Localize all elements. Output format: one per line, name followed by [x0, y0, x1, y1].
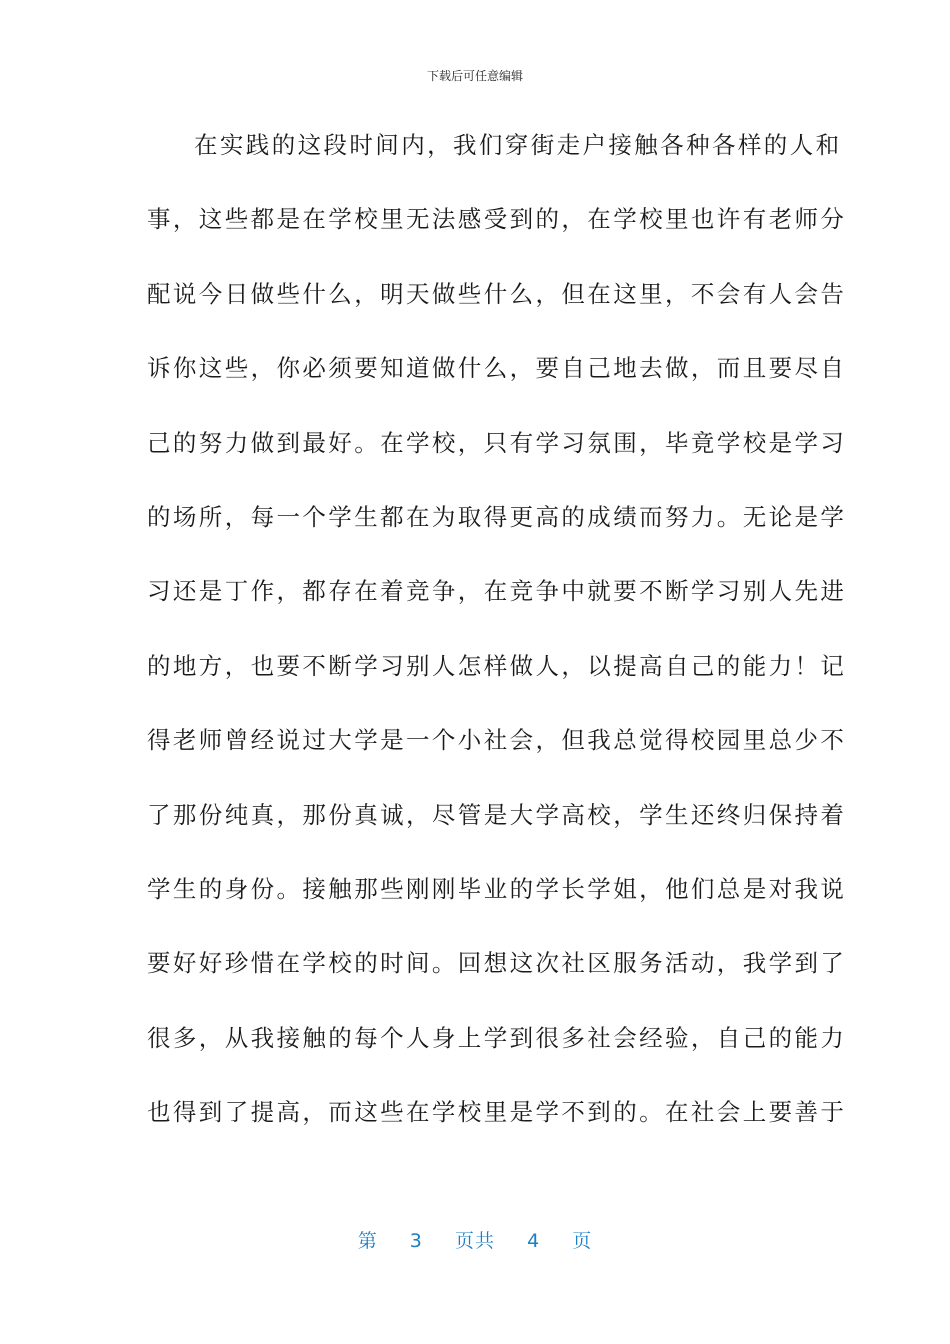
footer-middle: 页共	[454, 1230, 495, 1252]
text-line: 了那份纯真，那份真诚，尽管是大学高校，学生还终归保持着	[147, 800, 847, 829]
current-page-number: 3	[409, 1230, 423, 1252]
text-line: 也得到了提高，而这些在学校里是学不到的。在社会上要善于	[147, 1098, 847, 1127]
text-line: 得老师曾经说过大学是一个小社会，但我总觉得校园里总少不	[147, 726, 847, 755]
text-line: 学生的身份。接触那些刚刚毕业的学长学姐，他们总是对我说	[147, 874, 847, 903]
text-line: 要好好珍惜在学校的时间。回想这次社区服务活动，我学到了	[147, 949, 847, 978]
footer-prefix: 第	[357, 1230, 378, 1252]
text-line: 己的努力做到最好。在学校，只有学习氛围，毕竟学校是学习	[147, 428, 847, 457]
text-line: 的地方，也要不断学习别人怎样做人，以提高自己的能力！记	[147, 651, 847, 680]
text-line: 很多，从我接触的每个人身上学到很多社会经验，自己的能力	[147, 1023, 847, 1052]
body-paragraph	[147, 120, 847, 1161]
text-line: 习还是丁作，都存在着竞争，在竞争中就要不断学习别人先进	[147, 577, 847, 606]
text-line: 诉你这些，你必须要知道做什么，要自己地去做，而且要尽自	[147, 354, 847, 383]
text-line: 的场所，每一个学生都在为取得更高的成绩而努力。无论是学	[147, 502, 847, 531]
footer-suffix: 页	[572, 1230, 593, 1252]
page-header: 下载后可任意编辑	[426, 69, 523, 83]
total-pages-number: 4	[527, 1230, 541, 1252]
text-line: 配说今日做些什么，明天做些什么，但在这里，不会有人会告	[147, 279, 847, 308]
page-footer	[0, 1226, 950, 1253]
text-line: 在实践的这段时间内，我们穿街走户接触各种各样的人和	[194, 131, 842, 159]
text-line: 事，这些都是在学校里无法感受到的，在学校里也许有老师分	[147, 205, 847, 234]
